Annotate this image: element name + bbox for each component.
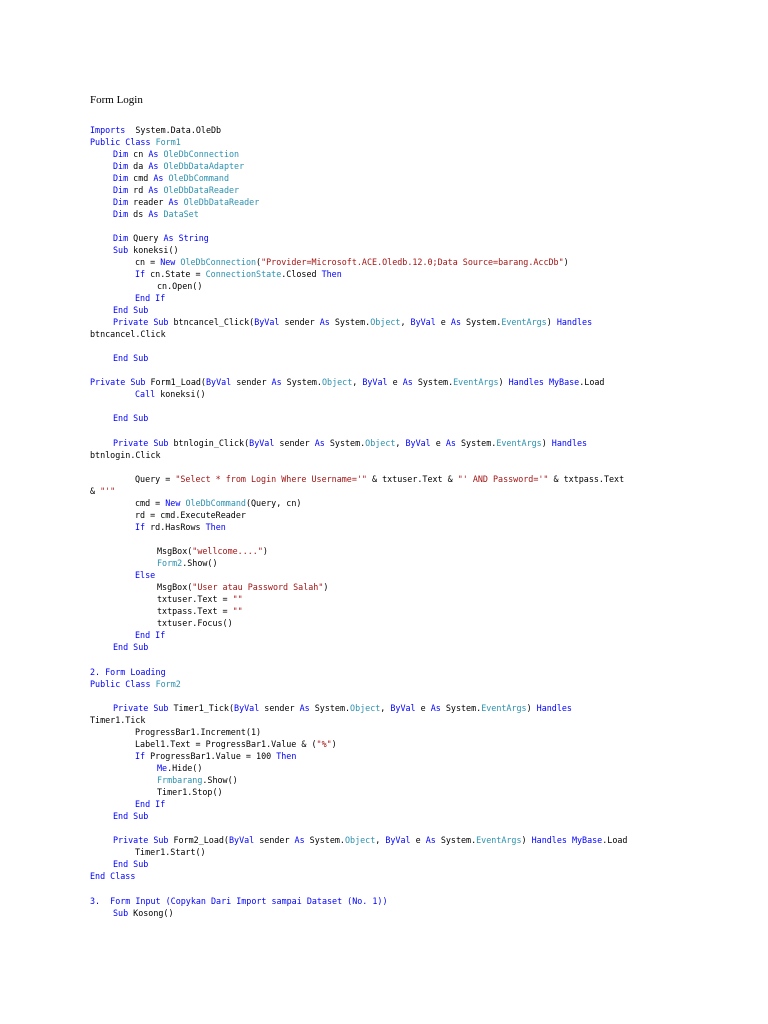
code-text: reader <box>128 197 169 207</box>
code-line <box>157 280 202 292</box>
code-keyword: Public Class <box>90 679 151 689</box>
code-keyword: End If <box>135 630 166 640</box>
code-keyword: As <box>402 377 413 387</box>
code-line <box>157 786 223 798</box>
code-keyword: Handles <box>536 703 572 713</box>
code-keyword: Else <box>135 570 156 580</box>
code-keyword: Public Class <box>90 137 151 147</box>
code-keyword: As <box>445 438 456 448</box>
code-type: OleDbDataReader <box>163 185 240 195</box>
code-line <box>157 762 202 774</box>
code-keyword: As <box>314 438 325 448</box>
code-line <box>135 521 226 533</box>
code-string: "User atau Password Salah" <box>192 582 324 592</box>
code-line <box>157 545 268 557</box>
code-text: sender <box>274 438 315 448</box>
code-type: Object <box>350 703 381 713</box>
code-type: EventArgs <box>496 438 542 448</box>
document-heading: Form Login <box>90 94 143 106</box>
code-keyword: As <box>299 703 310 713</box>
code-string: "Provider=Microsoft.ACE.Oledb.12.0;Data Source=barang.AccDb" <box>261 257 564 267</box>
code-text: da <box>128 161 149 171</box>
code-line <box>157 581 328 593</box>
code-type: OleDbConnection <box>163 149 240 159</box>
code-keyword: As <box>319 317 330 327</box>
code-keyword: String <box>178 233 209 243</box>
code-keyword: As <box>148 161 159 171</box>
code-keyword: Then <box>321 269 342 279</box>
code-text: ) <box>541 438 552 448</box>
code-text: Form2_Load( <box>168 835 229 845</box>
code-keyword: Handles <box>551 438 588 448</box>
code-keyword: As <box>271 377 282 387</box>
code-keyword: ByVal <box>249 438 275 448</box>
code-type: OleDbConnection <box>180 257 257 267</box>
code-type: OleDbDataAdapter <box>163 161 245 171</box>
code-text: , <box>380 703 391 713</box>
code-text: (Query, cn) <box>245 498 302 508</box>
code-text: System. <box>412 377 454 387</box>
code-line <box>135 798 165 810</box>
code-text: & <box>90 486 101 496</box>
code-text: rd <box>128 185 149 195</box>
code-line <box>135 473 624 485</box>
code-keyword: Dim <box>113 185 129 195</box>
code-keyword: As <box>168 197 179 207</box>
code-line <box>135 569 155 581</box>
code-line <box>113 702 572 714</box>
code-text: ) <box>521 835 532 845</box>
code-keyword: 3. Form Input (Copykan Dari Import sampai Dataset (No. 1)) <box>90 896 388 906</box>
code-line <box>157 605 243 617</box>
code-text: e <box>430 438 446 448</box>
code-keyword: Private Sub <box>113 835 169 845</box>
code-keyword: Handles <box>508 377 544 387</box>
code-type: ConnectionState <box>205 269 282 279</box>
code-keyword: As <box>450 317 461 327</box>
code-string: "" <box>232 606 243 616</box>
code-text: .Load <box>602 835 628 845</box>
code-line <box>135 846 206 858</box>
code-keyword: As <box>148 149 159 159</box>
code-text: ) <box>323 582 329 592</box>
code-line <box>90 895 388 907</box>
code-line <box>135 738 337 750</box>
code-keyword: End If <box>135 293 166 303</box>
code-keyword: Then <box>276 751 297 761</box>
code-keyword: Dim <box>113 149 129 159</box>
code-text: txtuser.Focus() <box>157 618 233 628</box>
code-line <box>135 726 261 738</box>
code-text: .Show() <box>182 558 218 568</box>
code-type: Form2 <box>155 679 181 689</box>
code-text: rd = cmd.ExecuteReader <box>135 510 246 520</box>
code-text: btncancel_Click( <box>168 317 255 327</box>
code-text: , <box>352 377 363 387</box>
code-text: koneksi() <box>155 389 206 399</box>
code-text: btncancel.Click <box>90 329 166 339</box>
code-text: txtuser.Text = <box>157 594 233 604</box>
code-text: & txtpass.Text <box>548 474 625 484</box>
code-type: Frmbarang <box>157 775 203 785</box>
code-text: Label1.Text = ProgressBar1.Value & ( <box>135 739 317 749</box>
code-text: System. <box>304 835 345 845</box>
code-text: Timer1.Start() <box>135 847 206 857</box>
code-text: System. <box>329 317 371 327</box>
code-text: ) <box>498 377 509 387</box>
code-line <box>90 485 115 497</box>
code-keyword: Me <box>157 763 168 773</box>
code-text: .Show() <box>202 775 238 785</box>
code-line <box>90 328 166 340</box>
code-keyword: Imports <box>90 125 126 135</box>
code-text: ) <box>331 739 337 749</box>
code-line <box>113 304 148 316</box>
code-text: koneksi() <box>128 245 179 255</box>
code-text: System.Data.OleDb <box>125 125 222 135</box>
code-line <box>135 268 342 280</box>
code-string: "" <box>232 594 243 604</box>
code-text: rd.HasRows <box>145 522 206 532</box>
code-keyword: 2. Form Loading <box>90 667 166 677</box>
code-keyword: Dim <box>113 197 129 207</box>
code-type: EventArgs <box>481 703 527 713</box>
code-line <box>157 774 238 786</box>
code-keyword: ByVal <box>410 317 436 327</box>
code-keyword: ByVal <box>362 377 388 387</box>
code-keyword: Sub <box>113 245 129 255</box>
code-text: cmd = <box>135 498 166 508</box>
code-line <box>113 148 239 160</box>
code-keyword: End Sub <box>113 413 149 423</box>
code-keyword: Dim <box>113 209 129 219</box>
code-text: txtpass.Text = <box>157 606 233 616</box>
code-text: Timer1_Tick( <box>168 703 235 713</box>
code-text: e <box>410 835 426 845</box>
code-line <box>157 557 218 569</box>
code-line <box>90 666 166 678</box>
code-keyword: ByVal <box>390 703 416 713</box>
code-type: Object <box>370 317 401 327</box>
code-keyword: Private Sub <box>113 438 169 448</box>
code-line <box>113 160 244 172</box>
code-text: sender <box>254 835 295 845</box>
code-text: ) <box>262 546 268 556</box>
code-line <box>113 208 199 220</box>
code-text: cn <box>128 149 149 159</box>
code-line <box>113 172 229 184</box>
code-text: ) <box>526 703 537 713</box>
code-keyword: ByVal <box>205 377 232 387</box>
code-text: sender <box>259 703 300 713</box>
code-text: e <box>415 703 431 713</box>
code-string: "wellcome...." <box>192 546 263 556</box>
code-text: System. <box>455 438 497 448</box>
code-text: sender <box>279 317 320 327</box>
code-text: cmd <box>128 173 154 183</box>
code-text: cn.State = <box>145 269 206 279</box>
code-keyword: End If <box>135 799 166 809</box>
code-text: ) <box>546 317 557 327</box>
code-text: Kosong() <box>128 908 174 918</box>
code-type: Form2 <box>157 558 183 568</box>
code-type: EventArgs <box>453 377 499 387</box>
code-line <box>135 750 296 762</box>
code-keyword: ByVal <box>228 835 255 845</box>
code-keyword: As <box>148 209 159 219</box>
code-keyword: End Sub <box>113 305 149 315</box>
code-line <box>113 437 587 449</box>
code-keyword: Handles <box>556 317 593 327</box>
code-text: btnlogin.Click <box>90 450 161 460</box>
code-keyword: Dim <box>113 233 129 243</box>
code-text: btnlogin_Click( <box>168 438 250 448</box>
code-text: .Hide() <box>167 763 203 773</box>
code-string: "'" <box>100 486 116 496</box>
code-line <box>113 352 148 364</box>
code-text: System. <box>435 835 477 845</box>
code-keyword: As <box>153 173 164 183</box>
code-line <box>90 678 181 690</box>
code-line <box>113 244 179 256</box>
code-type: Object <box>365 438 396 448</box>
code-keyword: As <box>163 233 174 243</box>
code-type: OleDbDataReader <box>183 197 260 207</box>
code-keyword: Handles <box>531 835 567 845</box>
code-type: EventArgs <box>476 835 522 845</box>
code-keyword: End Sub <box>113 353 149 363</box>
code-text: .Closed <box>281 269 322 279</box>
code-keyword: If <box>135 269 146 279</box>
code-keyword: End Class <box>90 871 136 881</box>
code-line <box>113 232 209 244</box>
code-type: Form1 <box>155 137 181 147</box>
code-text: System. <box>309 703 351 713</box>
code-string: "%" <box>316 739 332 749</box>
code-line <box>90 714 145 726</box>
code-keyword: As <box>430 703 441 713</box>
code-text: , <box>400 317 411 327</box>
code-text: ProgressBar1.Value = 100 <box>145 751 277 761</box>
code-line <box>113 858 148 870</box>
code-text: sender <box>231 377 272 387</box>
code-line <box>90 124 221 136</box>
code-text: Query = <box>135 474 176 484</box>
code-text: , <box>375 835 386 845</box>
code-text: Timer1.Stop() <box>157 787 223 797</box>
code-line <box>135 256 569 268</box>
code-line <box>113 196 259 208</box>
code-line <box>90 449 161 461</box>
code-keyword: Dim <box>113 161 129 171</box>
code-line <box>135 497 301 509</box>
code-text: MsgBox( <box>157 546 193 556</box>
code-keyword: As <box>425 835 436 845</box>
code-text: Query <box>128 233 164 243</box>
code-line <box>90 136 181 148</box>
code-type: Object <box>344 835 376 845</box>
code-keyword: If <box>135 751 146 761</box>
code-keyword: MyBase <box>548 377 580 387</box>
code-line <box>113 834 627 846</box>
code-text: Timer1.Tick <box>90 715 146 725</box>
code-keyword: Then <box>205 522 226 532</box>
code-keyword: ByVal <box>385 835 411 845</box>
code-text: cn.Open() <box>157 281 203 291</box>
code-text: cn = <box>135 257 161 267</box>
code-line <box>113 184 239 196</box>
code-text: System. <box>440 703 482 713</box>
code-keyword: Call <box>135 389 156 399</box>
code-text: ProgressBar1.Increment(1) <box>135 727 262 737</box>
code-text: , <box>395 438 406 448</box>
code-text: Form1_Load( <box>145 377 206 387</box>
code-line <box>135 388 206 400</box>
code-keyword: MyBase <box>571 835 603 845</box>
code-type: OleDbCommand <box>185 498 246 508</box>
code-keyword: End Sub <box>113 811 149 821</box>
code-keyword: ByVal <box>234 703 260 713</box>
code-line <box>113 810 148 822</box>
code-line <box>135 629 165 641</box>
code-keyword: ByVal <box>254 317 280 327</box>
code-text: System. <box>324 438 366 448</box>
code-keyword: New <box>165 498 181 508</box>
code-text: e <box>387 377 403 387</box>
code-keyword: Private Sub <box>113 703 169 713</box>
code-keyword: Sub <box>113 908 129 918</box>
code-type: DataSet <box>163 209 199 219</box>
code-type: Object <box>321 377 353 387</box>
code-keyword: Private Sub <box>90 377 146 387</box>
code-text: ) <box>563 257 569 267</box>
code-text: System. <box>281 377 322 387</box>
code-line <box>135 509 246 521</box>
code-line <box>113 907 174 919</box>
code-line <box>113 316 592 328</box>
code-keyword: Private Sub <box>113 317 169 327</box>
code-keyword: If <box>135 522 146 532</box>
code-line <box>90 376 604 388</box>
code-keyword: As <box>294 835 305 845</box>
code-type: OleDbCommand <box>168 173 230 183</box>
code-text: e <box>435 317 451 327</box>
code-text: .Load <box>579 377 605 387</box>
code-keyword: As <box>148 185 159 195</box>
code-keyword: New <box>160 257 176 267</box>
code-line <box>113 641 148 653</box>
code-text: ( <box>256 257 262 267</box>
code-line <box>157 617 233 629</box>
code-text: System. <box>461 317 502 327</box>
code-text: MsgBox( <box>157 582 193 592</box>
code-string: "' AND Password='" <box>457 474 549 484</box>
code-line <box>113 412 148 424</box>
code-keyword: End Sub <box>113 642 149 652</box>
code-text: & txtuser.Text & <box>366 474 458 484</box>
code-line <box>90 870 135 882</box>
code-keyword: End Sub <box>113 859 149 869</box>
code-keyword: Dim <box>113 173 129 183</box>
code-string: "Select * from Login Where Username='" <box>175 474 367 484</box>
code-type: EventArgs <box>501 317 547 327</box>
code-text: ds <box>128 209 149 219</box>
code-line <box>157 593 243 605</box>
code-line <box>135 292 165 304</box>
code-keyword: ByVal <box>405 438 431 448</box>
